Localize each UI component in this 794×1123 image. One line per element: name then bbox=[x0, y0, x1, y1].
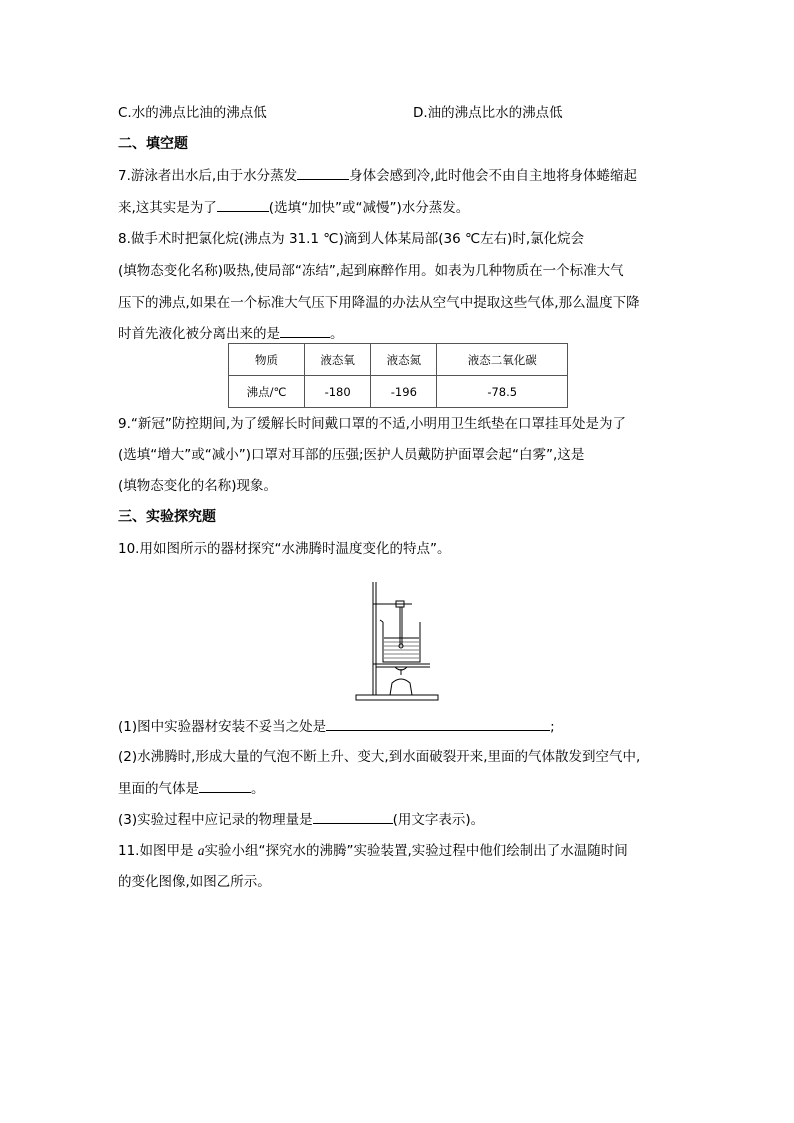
q7-text-c: 来,这其实是为了 bbox=[118, 200, 217, 216]
table-header-cell: 液态氧 bbox=[305, 344, 371, 376]
q7-blank-2[interactable] bbox=[217, 198, 269, 212]
question-9-line-1: 9.“新冠”防控期间,为了缓解长时间戴口罩的不适,小明用卫生纸垫在口罩挂耳处是为了 bbox=[118, 416, 626, 432]
q7-text-a: 7.游泳者出水后,由于水分蒸发 bbox=[118, 168, 298, 184]
q8-text-b: 。 bbox=[330, 326, 344, 342]
alcohol-lamp bbox=[390, 679, 412, 695]
table-header-cell: 物质 bbox=[229, 344, 305, 376]
q7-text-b: 身体会感到冷,此时他会不由自主地将身体蜷缩起 bbox=[349, 168, 637, 184]
q10-p3-end: (用文字表示)。 bbox=[392, 812, 485, 828]
q10-p2-end: 。 bbox=[251, 781, 265, 797]
question-8-line-2: (填物态变化名称)吸热,使局部“冻结”,起到麻醉作用。如表为几种物质在一个标准大气 bbox=[118, 263, 624, 279]
question-10-intro: 10.用如图所示的器材探究“水沸腾时温度变化的特点”。 bbox=[118, 541, 451, 557]
beaker-spout bbox=[380, 620, 383, 622]
section-heading-fill-in: 二、填空题 bbox=[118, 136, 188, 152]
table-row-label: 沸点/℃ bbox=[229, 376, 305, 408]
q11-italic-a: a bbox=[197, 843, 205, 858]
table-row bbox=[229, 376, 568, 408]
q10-p2-blank[interactable] bbox=[199, 779, 251, 793]
question-7-line-1 bbox=[118, 166, 637, 185]
q11-text-b: 实验小组“探究水的沸腾”实验装置,实验过程中他们绘制出了水温随时间 bbox=[204, 843, 628, 859]
boiling-point-table bbox=[228, 343, 568, 408]
question-9-line-3: (填物态变化的名称)现象。 bbox=[118, 478, 278, 494]
section-heading-experiment: 三、实验探究题 bbox=[118, 509, 216, 525]
boiling-apparatus-figure bbox=[354, 578, 440, 702]
q10-p1-end: ; bbox=[550, 719, 555, 735]
question-9-line-2: (选填“增大”或“减小”)口罩对耳部的压强;医护人员戴防护面罩会起“白雾”,这是 bbox=[118, 447, 585, 463]
question-7-line-2 bbox=[118, 198, 469, 217]
table-cell: -78.5 bbox=[437, 376, 568, 408]
question-8-line-1: 8.做手术时把氯化烷(沸点为 31.1 ℃)滴到人体某局部(36 ℃左右)时,氯化烷会 bbox=[118, 231, 585, 247]
question-10-part-2-line-1: (2)水沸腾时,形成大量的气泡不断上升、变大,到水面破裂开来,里面的气体散发到空气中, bbox=[118, 749, 641, 765]
question-8-line-4 bbox=[118, 324, 344, 343]
table-cell: -180 bbox=[305, 376, 371, 408]
table-header-row bbox=[229, 344, 568, 376]
q10-p3-blank[interactable] bbox=[313, 810, 393, 824]
q7-blank-1[interactable] bbox=[297, 166, 349, 180]
question-8-line-3: 压下的沸点,如果在一个标准大气压下用降温的办法从空气中提取这些气体,那么温度下降 bbox=[118, 295, 640, 311]
q10-p2-text: 里面的气体是 bbox=[118, 781, 199, 797]
q10-p3-text: (3)实验过程中应记录的物理量是 bbox=[118, 812, 313, 828]
stand-base bbox=[356, 695, 438, 700]
question-10-part-2-line-2 bbox=[118, 779, 265, 798]
q11-text-a: 11.如图甲是 bbox=[118, 843, 198, 859]
q10-p1-blank[interactable] bbox=[326, 717, 550, 731]
question-10-part-3 bbox=[118, 810, 484, 829]
question-10-part-1 bbox=[118, 717, 555, 736]
question-11-line-2: 的变化图像,如图乙所示。 bbox=[118, 874, 271, 890]
option-d: D.油的沸点比水的沸点低 bbox=[413, 105, 563, 121]
q7-text-d: (选填“加快”或“减慢”)水分蒸发。 bbox=[268, 200, 470, 216]
option-c: C.水的沸点比油的沸点低 bbox=[118, 105, 267, 121]
question-11-line-1 bbox=[118, 842, 628, 860]
q10-p1-text: (1)图中实验器材安装不妥当之处是 bbox=[118, 719, 327, 735]
table-header-cell: 液态氮 bbox=[371, 344, 437, 376]
table-cell: -196 bbox=[371, 376, 437, 408]
q8-blank[interactable] bbox=[280, 324, 330, 338]
q8-text-a: 时首先液化被分离出来的是 bbox=[118, 326, 280, 342]
table-header-cell: 液态二氧化碳 bbox=[437, 344, 568, 376]
